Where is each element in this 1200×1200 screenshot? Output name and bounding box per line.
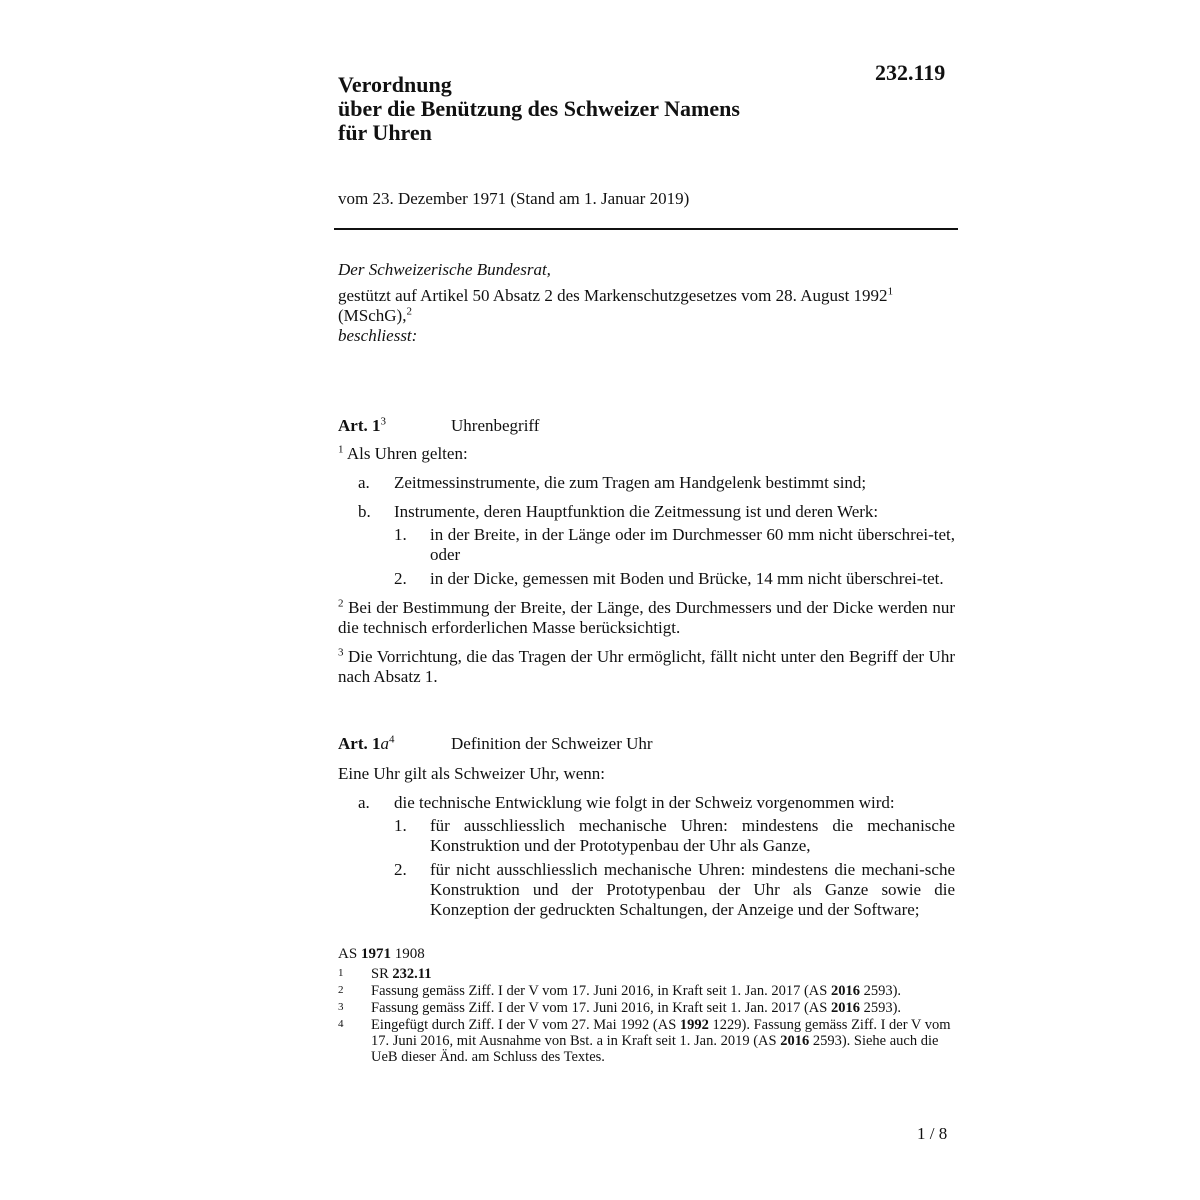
article-1a-body (338, 764, 955, 924)
article-1a-heading (338, 734, 955, 754)
footnote (338, 1017, 958, 1065)
preamble (338, 260, 958, 352)
legal-basis: gestützt auf Artikel 50 Absatz 2 des Markenschutzgesetzes vom 28. August 1992$^1$ (MSchG),$^2$ (338, 285, 894, 325)
paragraph: $^3$ Die Vorrichtung, die das Tragen der Uhr ermöglicht, fällt nicht unter den Begriff der Uhr nach Absatz 1. (338, 646, 956, 686)
footnote-text: 2593). (859, 983, 902, 999)
footnote-ref[interactable]: 2 (406, 305, 412, 318)
footnote-text: 2593). (859, 1000, 902, 1016)
article-number: Art. $1^3$ (338, 415, 386, 435)
footnote (338, 966, 958, 982)
sub-list-item: 1. in der Breite, in der Länge oder im Durchmesser 60 mm nicht überschrei-tet, oder (394, 525, 955, 564)
footnote (338, 983, 958, 999)
footnote-text: 2593). Siehe auch die UeB dieser Änd. am Schluss des Textes. (371, 1033, 939, 1065)
footnote-text: 232.11 (392, 966, 432, 982)
footnote-text: Fassung gemäss Ziff. I der V vom 17. Juni 2016, in Kraft seit 1. Jan. 2017 (AS (371, 1000, 831, 1016)
resolution: beschliesst: (338, 326, 418, 345)
article-title: Uhrenbegriff (451, 416, 540, 435)
title-line: für Uhren (338, 120, 432, 145)
authority: Der Schweizerische Bundesrat, (338, 260, 551, 279)
footnote-number: 2 (338, 984, 344, 996)
footnote-text: 2016 (830, 1000, 860, 1016)
title-line: Verordnung (338, 72, 452, 97)
document-title (338, 73, 740, 145)
sr-number: 232.119 (875, 60, 946, 85)
article-number: Art. $1a^4$ (338, 733, 395, 753)
list-item: a. die technische Entwicklung wie folgt in der Schweiz vorgenommen wird: (358, 793, 895, 812)
date-line: vom 23. Dezember 1971 (Stand am 1. Januar 2019) (338, 189, 690, 208)
paragraph: Eine Uhr gilt als Schweizer Uhr, wenn: (338, 764, 605, 783)
footnote-ref[interactable]: 4 (388, 733, 395, 746)
footnote-text: 1992 (679, 1017, 709, 1033)
footnote (338, 1000, 958, 1016)
official-compilation-ref: AS 1971 1908 (338, 946, 425, 962)
footnote-text: 2016 (830, 983, 860, 999)
sub-list-item: 1. für ausschliesslich mechanische Uhren: mindestens die mechanische Konstruktion und der Prototypenbau der Uhr als Ganze, (394, 816, 955, 855)
list-item: b. Instrumente, deren Hauptfunktion die Zeitmessung ist und deren Werk: (358, 502, 879, 521)
list-item: a. Zeitmessinstrumente, die zum Tragen am Handgelenk bestimmt sind; (358, 473, 867, 492)
footnote-text: 2016 (780, 1033, 810, 1049)
footnote-text: Fassung gemäss Ziff. I der V vom 17. Juni 2016, in Kraft seit 1. Jan. 2017 (AS (371, 983, 831, 999)
sub-list-item: 2. in der Dicke, gemessen mit Boden und Brücke, 14 mm nicht überschrei-tet. (394, 569, 944, 588)
page-number: 1 / 8 (917, 1124, 948, 1143)
footnote-number: 1 (338, 967, 344, 979)
footnote-text: Eingefügt durch Ziff. I der V vom 27. Mai 1992 (AS (371, 1017, 680, 1033)
footnote-text: SR (371, 966, 393, 982)
sub-list-item: 2. für nicht ausschliesslich mechanische Uhren: mindestens die mechani-sche Konstruktion und der Prototypenbau der Uhr als Ganze sowie die Konzeption der gedruckten Schaltungen, der Anzeige und der Software; (394, 860, 955, 919)
article-1-heading (338, 416, 955, 436)
footnote-number: 3 (338, 1001, 344, 1013)
footnote-ref[interactable]: 3 (380, 415, 386, 428)
footnote-number: 4 (338, 1018, 344, 1030)
title-divider (334, 228, 958, 230)
footnotes (338, 966, 958, 1066)
article-1-body (338, 444, 955, 696)
paragraph: $^1$ Als Uhren gelten: (338, 443, 468, 463)
footnote-text: 1229). Fassung gemäss Ziff. I der V vom 17. Juni 2016, mit Ausnahme von Bst. a in Kraft seit 1. Jan. 2019 (AS (371, 1017, 951, 1049)
article-title: Definition der Schweizer Uhr (451, 734, 653, 753)
title-line: über die Benützung des Schweizer Namens (338, 96, 740, 121)
paragraph: $^2$ Bei der Bestimmung der Breite, der Länge, des Durchmessers und der Dicke werden nur die technisch erforderlichen Masse berücksichtigt. (338, 597, 956, 637)
footnote-ref[interactable]: 1 (887, 285, 894, 298)
